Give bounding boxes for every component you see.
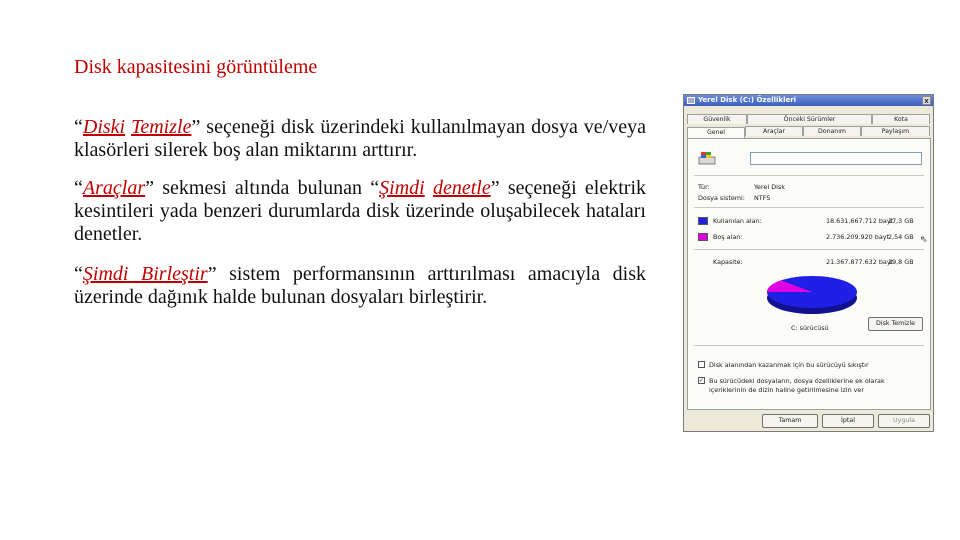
free-bytes: 2.736.209.920 bayt [826, 233, 890, 241]
general-tab-panel [687, 138, 931, 410]
quote-open: “ [74, 116, 83, 138]
apply-button[interactable]: Uygula [878, 414, 930, 428]
highlight-temizle: Temizle [131, 116, 192, 138]
type-label: Tür: [698, 183, 710, 191]
divider [694, 345, 924, 346]
quote-open: “ [74, 263, 83, 285]
filesystem-value: NTFS [754, 194, 771, 202]
free-color-swatch [698, 233, 708, 241]
ok-button[interactable]: Tamam [762, 414, 818, 428]
tab-donanim[interactable]: Donanım [803, 126, 861, 136]
free-gb: 2,54 GB [888, 233, 914, 241]
tab-onceki-surumler[interactable]: Önceki Sürümler [747, 114, 872, 124]
tab-kota[interactable]: Kota [872, 114, 930, 124]
capacity-gb: 19,8 GB [888, 258, 914, 266]
paragraph-text: ” sistem performansının arttırılması amacıyla disk üzerinde dağınık halde bulunan dosyaları birleştirir. [74, 263, 647, 308]
used-label: Kullanılan alan: [713, 217, 762, 225]
filesystem-label: Dosya sistemi: [698, 194, 745, 202]
highlight-araclar: Araçlar [82, 177, 146, 199]
tab-araclar[interactable]: Araçlar [745, 126, 803, 136]
tab-row-back [687, 114, 930, 124]
slide-title: Disk kapasitesini görüntüleme [74, 56, 318, 78]
dialog-titlebar [684, 95, 933, 106]
used-color-swatch [698, 217, 708, 225]
highlight-denetle: denetle [432, 177, 491, 199]
paragraph-defragment [74, 263, 646, 309]
paragraph-check-now [74, 177, 646, 246]
highlight-birlestir: Birleştir [141, 263, 208, 285]
paragraph-text: ” seçeneği disk üzerindeki kullanılmayan dosya ve/veya klasörleri silerek boş alan miktarını arttırır. [74, 116, 646, 161]
highlight-diski: Diski [82, 116, 126, 138]
disk-cleanup-button[interactable]: Disk Temizle [868, 317, 923, 331]
quote-open: “ [74, 177, 83, 199]
compress-checkbox[interactable] [698, 361, 705, 368]
tab-paylasim[interactable]: Paylaşım [861, 126, 930, 136]
tab-guvenlik[interactable]: Güvenlik [687, 114, 747, 124]
capacity-label: Kapasite: [713, 258, 743, 266]
tab-row-front [687, 126, 930, 136]
free-label: Boş alan: [713, 233, 743, 241]
index-checkbox[interactable]: ✓ [699, 377, 705, 384]
paragraph-text: ” sekmesi altında bulunan “ [145, 177, 380, 199]
index-label-line1: Bu sürücüdeki dosyaların, dosya özelliklerine ek olarak [709, 377, 885, 385]
drive-icon [698, 151, 716, 165]
mouse-cursor-icon: ⇖ [920, 235, 928, 245]
divider [694, 249, 924, 250]
compress-label: Disk alanından kazanmak için bu sürücüyü sıkıştır [709, 361, 869, 369]
capacity-bytes: 21.367.877.632 bayt [826, 258, 894, 266]
drive-name-input[interactable] [750, 152, 922, 165]
divider [694, 175, 924, 176]
close-button[interactable]: x [922, 96, 931, 105]
paragraph-text: ” seçeneği elektrik kesintileri yada benzeri durumlarda disk üzerinde oluşabilecek hataları denetler. [74, 177, 647, 245]
highlight-simdi: Şimdi [379, 177, 425, 199]
drive-small-icon [687, 97, 695, 104]
disk-usage-pie [762, 271, 862, 321]
type-value: Yerel Disk [754, 183, 785, 191]
dialog-title: Yerel Disk (C:) Özellikleri [698, 96, 797, 104]
paragraph-disk-cleanup [74, 116, 646, 162]
drive-label: C: sürücüsü [791, 324, 829, 332]
space [425, 177, 433, 199]
tab-genel[interactable]: Genel [687, 127, 745, 138]
divider [694, 207, 924, 208]
index-label-line2: içeriklerinin de dizin haline getirilmesine izin ver [709, 386, 864, 394]
cancel-button[interactable]: İptal [822, 414, 874, 428]
disk-properties-dialog [683, 94, 934, 432]
highlight-simdi: Şimdi [82, 263, 142, 285]
used-bytes: 18.631.667.712 bayt [826, 217, 894, 225]
used-gb: 17,3 GB [888, 217, 914, 225]
